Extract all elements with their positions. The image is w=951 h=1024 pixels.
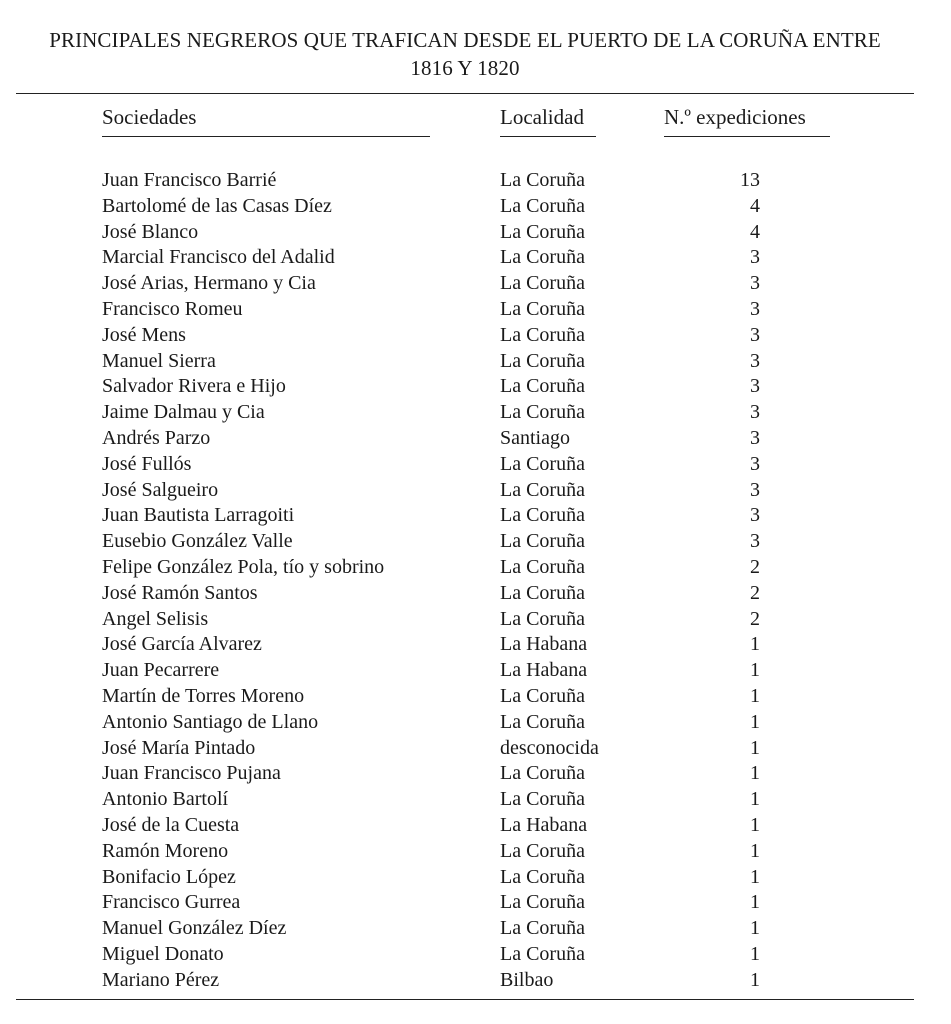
cell-localidad: La Coruña bbox=[500, 581, 585, 604]
cell-localidad: La Coruña bbox=[500, 478, 585, 501]
cell-localidad: desconocida bbox=[500, 736, 599, 759]
cell-localidad: La Coruña bbox=[500, 452, 585, 475]
cell-expediciones: 3 bbox=[750, 452, 760, 475]
cell-sociedad: José Mens bbox=[102, 323, 186, 346]
table-row bbox=[0, 400, 951, 426]
cell-expediciones: 3 bbox=[750, 504, 760, 527]
table-row bbox=[0, 761, 951, 787]
cell-localidad: La Coruña bbox=[500, 942, 585, 965]
table-title-line-2: 1816 Y 1820 bbox=[410, 56, 520, 80]
cell-localidad: La Coruña bbox=[500, 839, 585, 862]
cell-localidad: La Coruña bbox=[500, 272, 585, 295]
cell-expediciones: 1 bbox=[750, 839, 760, 862]
cell-localidad: La Coruña bbox=[500, 194, 585, 217]
cell-expediciones: 3 bbox=[750, 426, 760, 449]
header-localidad: Localidad bbox=[500, 105, 584, 129]
cell-localidad: La Coruña bbox=[500, 375, 585, 398]
table-row bbox=[0, 684, 951, 710]
cell-sociedad: Manuel González Díez bbox=[102, 917, 287, 940]
cell-sociedad: Francisco Romeu bbox=[102, 297, 243, 320]
cell-sociedad: Martín de Torres Moreno bbox=[102, 684, 305, 707]
table-row bbox=[0, 245, 951, 271]
table-row bbox=[0, 555, 951, 581]
cell-expediciones: 1 bbox=[750, 968, 760, 991]
table-row bbox=[0, 813, 951, 839]
cell-localidad: Santiago bbox=[500, 426, 570, 449]
cell-expediciones: 4 bbox=[750, 220, 760, 243]
cell-sociedad: Felipe González Pola, tío y sobrino bbox=[102, 555, 385, 578]
table-row bbox=[0, 478, 951, 504]
table-row bbox=[0, 168, 951, 194]
cell-localidad: La Coruña bbox=[500, 710, 585, 733]
cell-sociedad: Manuel Sierra bbox=[102, 349, 216, 372]
cell-expediciones: 13 bbox=[740, 169, 760, 191]
cell-localidad: La Coruña bbox=[500, 246, 585, 269]
table-row bbox=[0, 916, 951, 942]
cell-localidad: La Coruña bbox=[500, 169, 585, 191]
table-row bbox=[0, 968, 951, 994]
cell-localidad: La Coruña bbox=[500, 220, 585, 243]
header-underline-expediciones bbox=[664, 136, 830, 137]
table-row bbox=[0, 607, 951, 633]
table-row bbox=[0, 374, 951, 400]
cell-localidad: La Habana bbox=[500, 633, 588, 656]
cell-expediciones: 3 bbox=[750, 323, 760, 346]
cell-localidad: La Coruña bbox=[500, 530, 585, 553]
cell-expediciones: 1 bbox=[750, 788, 760, 811]
cell-sociedad: Francisco Gurrea bbox=[102, 891, 241, 914]
table-row bbox=[0, 890, 951, 916]
cell-expediciones: 3 bbox=[750, 530, 760, 553]
cell-expediciones: 1 bbox=[750, 891, 760, 914]
cell-expediciones: 2 bbox=[750, 581, 760, 604]
cell-sociedad: Juan Francisco Barrié bbox=[102, 169, 277, 191]
cell-localidad: La Coruña bbox=[500, 607, 585, 630]
cell-expediciones: 2 bbox=[750, 607, 760, 630]
cell-expediciones: 1 bbox=[750, 736, 760, 759]
header-underline-sociedades bbox=[102, 136, 430, 137]
cell-sociedad: Bonifacio López bbox=[102, 865, 236, 888]
table-row bbox=[0, 529, 951, 555]
cell-sociedad: Bartolomé de las Casas Díez bbox=[102, 194, 332, 217]
table-row bbox=[0, 710, 951, 736]
table-row bbox=[0, 271, 951, 297]
table-row bbox=[0, 503, 951, 529]
cell-sociedad: Angel Selisis bbox=[102, 607, 209, 630]
cell-expediciones: 3 bbox=[750, 272, 760, 295]
top-rule bbox=[16, 93, 914, 94]
table-row bbox=[0, 736, 951, 762]
cell-sociedad: José Fullós bbox=[102, 452, 192, 475]
cell-sociedad: Antonio Santiago de Llano bbox=[102, 710, 319, 733]
cell-sociedad: José de la Cuesta bbox=[102, 813, 240, 836]
cell-expediciones: 3 bbox=[750, 349, 760, 372]
cell-localidad: La Coruña bbox=[500, 401, 585, 424]
table-body bbox=[0, 168, 951, 994]
cell-localidad: La Coruña bbox=[500, 349, 585, 372]
cell-sociedad: Juan Pecarrere bbox=[102, 659, 220, 682]
cell-expediciones: 1 bbox=[750, 762, 760, 785]
cell-localidad: Bilbao bbox=[500, 968, 554, 991]
cell-expediciones: 1 bbox=[750, 710, 760, 733]
cell-sociedad: José García Alvarez bbox=[102, 633, 262, 656]
table-row bbox=[0, 452, 951, 478]
cell-expediciones: 3 bbox=[750, 401, 760, 424]
cell-localidad: La Coruña bbox=[500, 788, 585, 811]
cell-localidad: La Coruña bbox=[500, 917, 585, 940]
bottom-rule bbox=[16, 999, 914, 1000]
cell-localidad: La Coruña bbox=[500, 865, 585, 888]
cell-sociedad: Ramón Moreno bbox=[102, 839, 229, 862]
table-row bbox=[0, 220, 951, 246]
cell-expediciones: 4 bbox=[750, 194, 760, 217]
table-row bbox=[0, 865, 951, 891]
cell-expediciones: 1 bbox=[750, 813, 760, 836]
table-row bbox=[0, 632, 951, 658]
cell-sociedad: José María Pintado bbox=[102, 736, 256, 759]
cell-expediciones: 1 bbox=[750, 633, 760, 656]
table-row bbox=[0, 787, 951, 813]
cell-sociedad: Andrés Parzo bbox=[102, 426, 211, 449]
cell-sociedad: Jaime Dalmau y Cia bbox=[102, 401, 265, 424]
cell-sociedad: José Ramón Santos bbox=[102, 581, 258, 604]
cell-sociedad: Mariano Pérez bbox=[102, 968, 220, 991]
cell-expediciones: 2 bbox=[750, 555, 760, 578]
cell-expediciones: 3 bbox=[750, 297, 760, 320]
cell-localidad: La Coruña bbox=[500, 555, 585, 578]
table-row bbox=[0, 942, 951, 968]
table-row bbox=[0, 658, 951, 684]
cell-sociedad: Salvador Rivera e Hijo bbox=[102, 375, 286, 398]
cell-localidad: La Coruña bbox=[500, 891, 585, 914]
cell-localidad: La Coruña bbox=[500, 297, 585, 320]
cell-localidad: La Coruña bbox=[500, 504, 585, 527]
cell-expediciones: 1 bbox=[750, 865, 760, 888]
header-sociedades: Sociedades bbox=[102, 105, 197, 129]
cell-expediciones: 1 bbox=[750, 659, 760, 682]
header-underline-localidad bbox=[500, 136, 596, 137]
cell-sociedad: Juan Francisco Pujana bbox=[102, 762, 281, 785]
cell-sociedad: José Salgueiro bbox=[102, 478, 219, 501]
cell-expediciones: 1 bbox=[750, 942, 760, 965]
cell-sociedad: Miguel Donato bbox=[102, 942, 224, 965]
table-row bbox=[0, 323, 951, 349]
cell-sociedad: Marcial Francisco del Adalid bbox=[102, 246, 335, 269]
header-expediciones: N.º expediciones bbox=[664, 105, 806, 129]
cell-sociedad: Antonio Bartolí bbox=[102, 788, 229, 811]
cell-sociedad: Eusebio González Valle bbox=[102, 530, 293, 553]
table-row bbox=[0, 349, 951, 375]
cell-localidad: La Habana bbox=[500, 813, 588, 836]
cell-expediciones: 3 bbox=[750, 246, 760, 269]
cell-sociedad: José Arias, Hermano y Cia bbox=[102, 272, 316, 295]
cell-sociedad: Juan Bautista Larragoiti bbox=[102, 504, 295, 527]
table-row bbox=[0, 839, 951, 865]
cell-expediciones: 3 bbox=[750, 375, 760, 398]
cell-expediciones: 3 bbox=[750, 478, 760, 501]
table-row bbox=[0, 581, 951, 607]
table-row bbox=[0, 297, 951, 323]
cell-localidad: La Coruña bbox=[500, 323, 585, 346]
cell-expediciones: 1 bbox=[750, 684, 760, 707]
cell-localidad: La Habana bbox=[500, 659, 588, 682]
table-title-line-1: PRINCIPALES NEGREROS QUE TRAFICAN DESDE EL PUERTO DE LA CORUÑA ENTRE bbox=[49, 28, 881, 52]
cell-sociedad: José Blanco bbox=[102, 220, 199, 243]
cell-localidad: La Coruña bbox=[500, 684, 585, 707]
cell-expediciones: 1 bbox=[750, 917, 760, 940]
cell-localidad: La Coruña bbox=[500, 762, 585, 785]
table-row bbox=[0, 426, 951, 452]
table-row bbox=[0, 194, 951, 220]
